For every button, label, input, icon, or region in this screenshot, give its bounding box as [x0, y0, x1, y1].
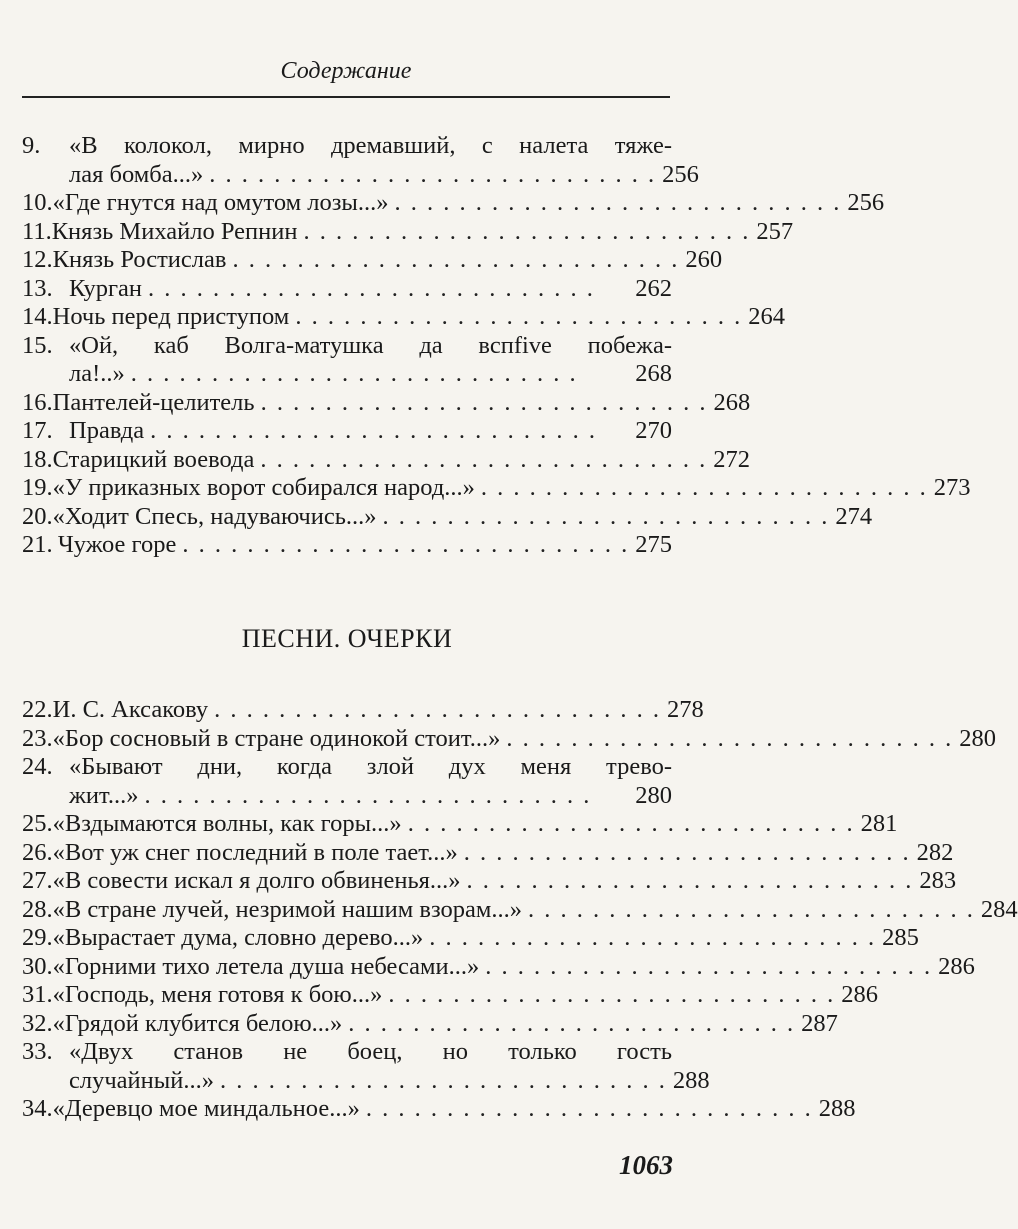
entry-page: 288: [818, 1095, 856, 1122]
entry-title: «Вздымаются волны, как горы...»: [52, 810, 402, 837]
entry-number: 29.: [22, 924, 53, 951]
toc-entry: [22, 445, 750, 475]
entry-page: 284: [980, 895, 1018, 923]
toc-entry: [22, 189, 885, 218]
toc-entry: [22, 724, 996, 754]
entry-title: Правда: [69, 417, 145, 444]
entry-number: 25.: [22, 810, 53, 837]
toc-entry-continuation: [22, 1066, 710, 1096]
entry-page: 268: [635, 360, 672, 387]
entry-title-line2: жит...»: [69, 781, 139, 809]
entry-page: 274: [835, 502, 873, 530]
leader-dots: . . . . . . . . . . . . . . . . . . . . . . . . . . . .: [506, 724, 954, 752]
entry-number: 26.: [22, 838, 53, 866]
entry-title: «У приказных ворот собирался народ...»: [52, 474, 475, 501]
leader-dots: . . . . . . . . . . . . . . . . . . . . . . . . . . . .: [463, 838, 911, 866]
page-number: 1063: [619, 1150, 673, 1180]
entry-title-line1: «Бывают дни, когда злой дух меня трево-: [69, 753, 672, 780]
toc-entry: [22, 246, 723, 275]
entry-number: 30.: [22, 952, 53, 980]
entry-title-line1: «В колокол, мирно дремавший, с налета тяже-: [69, 132, 672, 159]
leader-dots: . . . . . . . . . . . . . . . . . . . . . . . . . . . .: [144, 781, 592, 809]
toc-entry-continuation: [22, 160, 699, 190]
leader-dots: . . . . . . . . . . . . . . . . . . . . . . . . . . . .: [348, 1009, 796, 1037]
entry-page: 287: [801, 1009, 838, 1037]
entry-number: 21.: [22, 531, 53, 558]
leader-dots: . . . . . . . . . . . . . . . . . . . . . . . . . . . .: [148, 274, 595, 302]
entry-number: 34.: [22, 1095, 53, 1122]
entry-title-line1: «Ой, каб Волга-матушка да вспfive побежа-: [69, 331, 672, 359]
entry-number: 17.: [22, 417, 53, 444]
toc-entry: [22, 753, 672, 782]
entry-page: 264: [748, 303, 785, 330]
entry-title: «Вот уж снег последний в поле тает...»: [52, 838, 458, 866]
entry-title: Старицкий воевода: [52, 445, 255, 473]
entry-number: 22.: [22, 696, 53, 723]
toc-entry: [22, 531, 672, 560]
toc-entry: [22, 981, 878, 1010]
leader-dots: . . . . . . . . . . . . . . . . . . . . . . . . . . . .: [407, 810, 855, 837]
entry-page: 262: [635, 274, 672, 302]
leader-dots: . . . . . . . . . . . . . . . . . . . . . . . . . . . .: [466, 867, 914, 894]
toc-entry: [22, 417, 672, 446]
entry-title: Курган: [69, 274, 143, 302]
entry-number: 20.: [22, 502, 53, 530]
entry-title: «В совести искал я долго обвиненья...»: [52, 867, 461, 894]
entry-number: 11.: [22, 217, 52, 245]
entry-title: Чужое горе: [57, 531, 177, 558]
toc-entry: [22, 1038, 672, 1067]
entry-page: 280: [635, 781, 672, 809]
running-header: Содержание: [280, 58, 412, 84]
entry-title: «Горними тихо летела душа небесами...»: [52, 952, 480, 980]
toc-entry: [22, 838, 954, 868]
toc-entry: [22, 275, 672, 304]
leader-dots: . . . . . . . . . . . . . . . . . . . . . . . . . . . .: [388, 981, 836, 1008]
entry-page: 285: [882, 924, 919, 951]
entry-title: «В стране лучей, незримой нашим взорам...»: [52, 895, 523, 923]
toc-entry: [22, 924, 919, 953]
entry-number: 33.: [22, 1038, 53, 1065]
entry-title: «Господь, меня готовя к бою...»: [52, 981, 383, 1008]
leader-dots: . . . . . . . . . . . . . . . . . . . . . . . . . . . .: [480, 474, 928, 501]
entry-page: 286: [938, 952, 975, 980]
leader-dots: . . . . . . . . . . . . . . . . . . . . . . . . . . . .: [295, 303, 743, 330]
entry-page: 288: [672, 1066, 710, 1094]
entry-number: 31.: [22, 981, 53, 1008]
entry-title: Ночь перед приступом: [52, 303, 290, 330]
toc-entry: [22, 895, 1018, 925]
entry-page: 257: [756, 217, 794, 245]
leader-dots: . . . . . . . . . . . . . . . . . . . . . . . . . . . .: [303, 217, 751, 245]
toc-entry: [22, 1009, 838, 1039]
entry-title: «Грядой клубится белою...»: [52, 1009, 343, 1037]
leader-dots: . . . . . . . . . . . . . . . . . . . . . . . . . . . .: [382, 502, 830, 530]
toc-entry: [22, 474, 971, 503]
entry-page: 280: [959, 724, 996, 752]
leader-dots: . . . . . . . . . . . . . . . . . . . . . . . . . . . .: [528, 895, 975, 923]
toc-entry: [22, 502, 873, 532]
entry-page: 282: [916, 838, 954, 866]
entry-number: 13.: [22, 274, 53, 302]
entry-number: 19.: [22, 474, 53, 501]
leader-dots: . . . . . . . . . . . . . . . . . . . . . . . . . . . .: [260, 445, 708, 473]
entry-title: «Вырастает дума, словно дерево...»: [52, 924, 424, 951]
leader-dots: . . . . . . . . . . . . . . . . . . . . . . . . . . . .: [182, 531, 630, 558]
entry-title: Пантелей-целитель: [52, 388, 255, 416]
entry-number: 27.: [22, 867, 53, 894]
entry-page: 260: [685, 246, 723, 273]
header-rule: [22, 96, 670, 98]
leader-dots: . . . . . . . . . . . . . . . . . . . . . . . . . . . .: [260, 388, 708, 416]
leader-dots: . . . . . . . . . . . . . . . . . . . . . . . . . . . .: [232, 246, 680, 273]
entry-page: 256: [847, 189, 885, 216]
toc-entry: [22, 217, 794, 247]
toc-entry-continuation: [22, 360, 672, 389]
toc-entry: [22, 696, 704, 725]
entry-page: 256: [662, 160, 699, 188]
toc-entry: [22, 388, 751, 418]
leader-dots: . . . . . . . . . . . . . . . . . . . . . . . . . . . .: [485, 952, 933, 980]
toc-entry: [22, 1095, 856, 1124]
entry-page: 272: [713, 445, 750, 473]
entry-title: «Бор сосновый в стране одинокой стоит...»: [52, 724, 501, 752]
entry-page: 281: [860, 810, 898, 837]
leader-dots: . . . . . . . . . . . . . . . . . . . . . . . . . . . .: [209, 160, 657, 188]
section-title: ПЕСНИ. ОЧЕРКИ: [241, 624, 453, 653]
leader-dots: . . . . . . . . . . . . . . . . . . . . . . . . . . . .: [214, 696, 661, 723]
entry-title: Князь Ростислав: [52, 246, 227, 273]
toc-entry: [22, 952, 975, 982]
entry-page: 268: [713, 388, 751, 416]
toc-entry: [22, 810, 898, 839]
entry-page: 273: [933, 474, 971, 501]
entry-page: 278: [666, 696, 704, 723]
entry-number: 23.: [22, 724, 53, 752]
entry-title-line2: случайный...»: [69, 1066, 214, 1094]
entry-number: 18.: [22, 445, 53, 473]
entry-number: 14.: [22, 303, 53, 330]
entry-number: 15.: [22, 331, 53, 359]
toc-entry: [22, 332, 672, 361]
entry-number: 16.: [22, 388, 53, 416]
toc-part-1: [22, 132, 971, 560]
leader-dots: . . . . . . . . . . . . . . . . . . . . . . . . . . . .: [150, 417, 597, 444]
toc-entry: [22, 867, 957, 896]
entry-title: «Деревцо мое миндальное...»: [52, 1095, 360, 1122]
entry-page: 283: [919, 867, 957, 894]
leader-dots: . . . . . . . . . . . . . . . . . . . . . . . . . . . .: [219, 1066, 667, 1094]
entry-page: 275: [635, 531, 672, 558]
entry-number: 32.: [22, 1009, 53, 1037]
entry-title-line2: лая бомба...»: [69, 160, 204, 188]
entry-title: Князь Михайло Репнин: [51, 217, 298, 245]
entry-page: 286: [841, 981, 878, 1008]
entry-number: 24.: [22, 753, 53, 780]
entry-title-line2: ла!..»: [69, 360, 125, 387]
toc-part-2: [22, 696, 1018, 1124]
toc-entry-continuation: [22, 782, 672, 811]
leader-dots: . . . . . . . . . . . . . . . . . . . . . . . . . . . .: [365, 1095, 813, 1122]
entry-number: 12.: [22, 246, 53, 273]
entry-page: 270: [635, 417, 672, 444]
entry-title-line1: «Двух станов не боец, но только гость: [69, 1038, 672, 1065]
leader-dots: . . . . . . . . . . . . . . . . . . . . . . . . . . . .: [394, 189, 842, 216]
toc-entry: [22, 303, 785, 332]
toc-entry: [22, 132, 672, 161]
entry-number: 9.: [22, 132, 41, 159]
entry-title: «Где гнутся над омутом лозы...»: [52, 189, 389, 216]
entry-number: 10.: [22, 189, 53, 216]
entry-title: «Ходит Спесь, надуваючись...»: [52, 502, 377, 530]
entry-title: И. С. Аксакову: [52, 696, 209, 723]
leader-dots: . . . . . . . . . . . . . . . . . . . . . . . . . . . .: [429, 924, 877, 951]
leader-dots: . . . . . . . . . . . . . . . . . . . . . . . . . . . .: [130, 360, 578, 387]
entry-number: 28.: [22, 895, 53, 923]
